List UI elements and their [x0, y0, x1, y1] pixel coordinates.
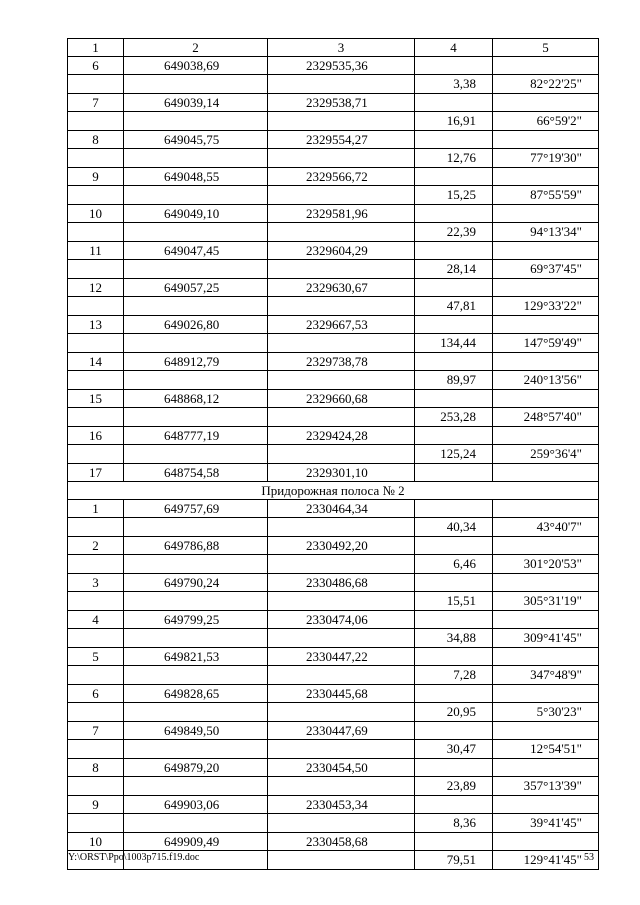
distance-cell: 8,36: [415, 814, 493, 833]
empty-cell: [415, 537, 493, 555]
point-number-cell: 10: [68, 205, 124, 223]
bearing-cell: 39°41'45": [493, 814, 599, 833]
x-coordinate-cell: 649828,65: [124, 685, 268, 703]
empty-cell: [493, 168, 599, 186]
point-row: [68, 722, 599, 740]
empty-cell: [415, 759, 493, 777]
empty-cell: [268, 851, 415, 870]
empty-cell: [268, 149, 415, 168]
empty-cell: [268, 629, 415, 648]
empty-cell: [493, 685, 599, 703]
empty-cell: [415, 464, 493, 482]
point-number-cell: 9: [68, 796, 124, 814]
point-number-cell: 9: [68, 168, 124, 186]
point-number-cell: 2: [68, 537, 124, 555]
y-coordinate-cell: 2330454,50: [268, 759, 415, 777]
empty-cell: [68, 518, 124, 537]
bearing-cell: 77°19'30": [493, 149, 599, 168]
empty-cell: [493, 427, 599, 445]
point-row: [68, 242, 599, 260]
distance-cell: 15,25: [415, 186, 493, 205]
empty-cell: [124, 666, 268, 685]
point-row: [68, 168, 599, 186]
point-row: [68, 833, 599, 851]
bearing-cell: 5°30'23": [493, 703, 599, 722]
empty-cell: [493, 242, 599, 260]
bearing-cell: 43°40'7": [493, 518, 599, 537]
empty-cell: [493, 574, 599, 592]
point-number-cell: 3: [68, 574, 124, 592]
empty-cell: [124, 297, 268, 316]
empty-cell: [415, 316, 493, 334]
section-title: Придорожная полоса № 2: [68, 482, 599, 500]
point-number-cell: 16: [68, 427, 124, 445]
bearing-cell: 259°36'4": [493, 445, 599, 464]
y-coordinate-cell: 2329604,29: [268, 242, 415, 260]
empty-cell: [68, 334, 124, 353]
empty-cell: [268, 371, 415, 390]
segment-row: [68, 703, 599, 722]
x-coordinate-cell: 649849,50: [124, 722, 268, 740]
point-number-cell: 4: [68, 611, 124, 629]
point-number-cell: 6: [68, 685, 124, 703]
distance-cell: 15,51: [415, 592, 493, 611]
point-row: [68, 353, 599, 371]
empty-cell: [124, 814, 268, 833]
point-row: [68, 316, 599, 334]
distance-cell: 125,24: [415, 445, 493, 464]
distance-cell: 89,97: [415, 371, 493, 390]
empty-cell: [68, 666, 124, 685]
empty-cell: [493, 353, 599, 371]
y-coordinate-cell: 2330486,68: [268, 574, 415, 592]
bearing-cell: 66°59'2": [493, 112, 599, 131]
point-row: [68, 205, 599, 223]
point-number-cell: 17: [68, 464, 124, 482]
empty-cell: [124, 260, 268, 279]
x-coordinate-cell: 649790,24: [124, 574, 268, 592]
x-coordinate-cell: 649048,55: [124, 168, 268, 186]
empty-cell: [68, 223, 124, 242]
point-row: [68, 57, 599, 75]
point-number-cell: 1: [68, 500, 124, 518]
point-row: [68, 390, 599, 408]
empty-cell: [124, 518, 268, 537]
empty-cell: [124, 223, 268, 242]
bearing-cell: 82°22'25": [493, 75, 599, 94]
point-row: [68, 537, 599, 555]
header-cell-4: 4: [415, 39, 493, 57]
distance-cell: 134,44: [415, 334, 493, 353]
empty-cell: [415, 427, 493, 445]
distance-cell: 28,14: [415, 260, 493, 279]
bearing-cell: 347°48'9": [493, 666, 599, 685]
empty-cell: [415, 611, 493, 629]
empty-cell: [68, 592, 124, 611]
empty-cell: [124, 592, 268, 611]
distance-cell: 3,38: [415, 75, 493, 94]
bearing-cell: 357°13'39": [493, 777, 599, 796]
empty-cell: [124, 75, 268, 94]
empty-cell: [493, 464, 599, 482]
empty-cell: [68, 703, 124, 722]
segment-row: [68, 334, 599, 353]
empty-cell: [124, 112, 268, 131]
empty-cell: [268, 223, 415, 242]
empty-cell: [68, 260, 124, 279]
segment-row: [68, 297, 599, 316]
empty-cell: [68, 814, 124, 833]
y-coordinate-cell: 2329738,78: [268, 353, 415, 371]
empty-cell: [68, 445, 124, 464]
point-row: [68, 759, 599, 777]
point-number-cell: 8: [68, 131, 124, 149]
segment-row: [68, 223, 599, 242]
y-coordinate-cell: 2329566,72: [268, 168, 415, 186]
x-coordinate-cell: 649879,20: [124, 759, 268, 777]
point-number-cell: 12: [68, 279, 124, 297]
segment-row: [68, 666, 599, 685]
y-coordinate-cell: 2330445,68: [268, 685, 415, 703]
point-row: [68, 611, 599, 629]
empty-cell: [68, 371, 124, 390]
empty-cell: [415, 205, 493, 223]
empty-cell: [268, 297, 415, 316]
empty-cell: [68, 149, 124, 168]
empty-cell: [124, 740, 268, 759]
empty-cell: [493, 722, 599, 740]
empty-cell: [415, 57, 493, 75]
distance-cell: 7,28: [415, 666, 493, 685]
point-row: [68, 685, 599, 703]
y-coordinate-cell: 2329535,36: [268, 57, 415, 75]
empty-cell: [68, 75, 124, 94]
empty-cell: [124, 555, 268, 574]
empty-cell: [268, 666, 415, 685]
point-number-cell: 6: [68, 57, 124, 75]
bearing-cell: 301°20'53": [493, 555, 599, 574]
y-coordinate-cell: 2329424,28: [268, 427, 415, 445]
header-cell-2: 2: [124, 39, 268, 57]
empty-cell: [124, 408, 268, 427]
empty-cell: [415, 390, 493, 408]
empty-cell: [268, 334, 415, 353]
empty-cell: [124, 703, 268, 722]
distance-cell: 40,34: [415, 518, 493, 537]
y-coordinate-cell: 2330492,20: [268, 537, 415, 555]
empty-cell: [415, 168, 493, 186]
empty-cell: [268, 555, 415, 574]
distance-cell: 20,95: [415, 703, 493, 722]
empty-cell: [493, 94, 599, 112]
empty-cell: [268, 518, 415, 537]
header-row: [68, 39, 599, 57]
bearing-cell: 240°13'56": [493, 371, 599, 390]
x-coordinate-cell: 649057,25: [124, 279, 268, 297]
segment-row: [68, 518, 599, 537]
table-body: [68, 39, 599, 870]
bearing-cell: 129°33'22": [493, 297, 599, 316]
empty-cell: [415, 722, 493, 740]
distance-cell: 6,46: [415, 555, 493, 574]
bearing-cell: 12°54'51": [493, 740, 599, 759]
empty-cell: [415, 796, 493, 814]
empty-cell: [68, 297, 124, 316]
segment-row: [68, 629, 599, 648]
point-number-cell: 15: [68, 390, 124, 408]
empty-cell: [493, 131, 599, 149]
empty-cell: [68, 408, 124, 427]
segment-row: [68, 260, 599, 279]
x-coordinate-cell: 649757,69: [124, 500, 268, 518]
distance-cell: 23,89: [415, 777, 493, 796]
x-coordinate-cell: 649903,06: [124, 796, 268, 814]
y-coordinate-cell: 2330447,69: [268, 722, 415, 740]
empty-cell: [268, 777, 415, 796]
point-row: [68, 279, 599, 297]
empty-cell: [68, 112, 124, 131]
empty-cell: [268, 445, 415, 464]
y-coordinate-cell: 2329538,71: [268, 94, 415, 112]
point-number-cell: 14: [68, 353, 124, 371]
segment-row: [68, 371, 599, 390]
y-coordinate-cell: 2329630,67: [268, 279, 415, 297]
empty-cell: [124, 186, 268, 205]
empty-cell: [493, 57, 599, 75]
empty-cell: [124, 777, 268, 796]
empty-cell: [415, 279, 493, 297]
empty-cell: [124, 334, 268, 353]
distance-cell: 12,76: [415, 149, 493, 168]
empty-cell: [415, 94, 493, 112]
empty-cell: [493, 611, 599, 629]
bearing-cell: 129°41'45": [493, 851, 599, 870]
bearing-cell: 248°57'40": [493, 408, 599, 427]
empty-cell: [268, 75, 415, 94]
distance-cell: 47,81: [415, 297, 493, 316]
x-coordinate-cell: 649026,80: [124, 316, 268, 334]
point-number-cell: 7: [68, 94, 124, 112]
y-coordinate-cell: 2330464,34: [268, 500, 415, 518]
empty-cell: [415, 242, 493, 260]
segment-row: [68, 186, 599, 205]
bearing-cell: 147°59'49": [493, 334, 599, 353]
y-coordinate-cell: 2330458,68: [268, 833, 415, 851]
segment-row: [68, 75, 599, 94]
distance-cell: 34,88: [415, 629, 493, 648]
header-cell-1: 1: [68, 39, 124, 57]
segment-row: [68, 740, 599, 759]
x-coordinate-cell: 649799,25: [124, 611, 268, 629]
bearing-cell: 87°55'59": [493, 186, 599, 205]
empty-cell: [68, 186, 124, 205]
y-coordinate-cell: 2329667,53: [268, 316, 415, 334]
x-coordinate-cell: 649049,10: [124, 205, 268, 223]
distance-cell: 22,39: [415, 223, 493, 242]
empty-cell: [493, 537, 599, 555]
segment-row: [68, 112, 599, 131]
point-number-cell: 13: [68, 316, 124, 334]
empty-cell: [493, 759, 599, 777]
point-row: [68, 648, 599, 666]
empty-cell: [493, 390, 599, 408]
empty-cell: [124, 445, 268, 464]
empty-cell: [268, 260, 415, 279]
y-coordinate-cell: 2329554,27: [268, 131, 415, 149]
empty-cell: [493, 279, 599, 297]
empty-cell: [493, 833, 599, 851]
empty-cell: [268, 740, 415, 759]
empty-cell: [268, 814, 415, 833]
y-coordinate-cell: 2329301,10: [268, 464, 415, 482]
bearing-cell: 309°41'45": [493, 629, 599, 648]
x-coordinate-cell: 649045,75: [124, 131, 268, 149]
point-row: [68, 94, 599, 112]
segment-row: [68, 149, 599, 168]
empty-cell: [493, 205, 599, 223]
x-coordinate-cell: 648912,79: [124, 353, 268, 371]
segment-row: [68, 777, 599, 796]
y-coordinate-cell: 2330474,06: [268, 611, 415, 629]
bearing-cell: 69°37'45": [493, 260, 599, 279]
empty-cell: [124, 149, 268, 168]
distance-cell: 30,47: [415, 740, 493, 759]
document-path: Y:\ORST\Ppo\1003p715.f19.doc: [68, 852, 200, 863]
empty-cell: [415, 574, 493, 592]
y-coordinate-cell: 2329581,96: [268, 205, 415, 223]
header-cell-5: 5: [493, 39, 599, 57]
empty-cell: [415, 353, 493, 371]
empty-cell: [268, 592, 415, 611]
x-coordinate-cell: 648754,58: [124, 464, 268, 482]
point-row: [68, 796, 599, 814]
distance-cell: 253,28: [415, 408, 493, 427]
point-row: [68, 131, 599, 149]
y-coordinate-cell: 2330453,34: [268, 796, 415, 814]
page-number: 53: [584, 852, 594, 863]
empty-cell: [68, 629, 124, 648]
point-row: [68, 574, 599, 592]
bearing-cell: 305°31'19": [493, 592, 599, 611]
segment-row: [68, 814, 599, 833]
distance-cell: 16,91: [415, 112, 493, 131]
empty-cell: [268, 186, 415, 205]
segment-row: [68, 408, 599, 427]
point-number-cell: 10: [68, 833, 124, 851]
empty-cell: [268, 112, 415, 131]
point-number-cell: 5: [68, 648, 124, 666]
empty-cell: [68, 777, 124, 796]
section-row: [68, 482, 599, 500]
x-coordinate-cell: 649039,14: [124, 94, 268, 112]
y-coordinate-cell: 2330447,22: [268, 648, 415, 666]
empty-cell: [268, 703, 415, 722]
point-row: [68, 464, 599, 482]
x-coordinate-cell: 648868,12: [124, 390, 268, 408]
x-coordinate-cell: 649821,53: [124, 648, 268, 666]
empty-cell: [493, 500, 599, 518]
x-coordinate-cell: 649909,49: [124, 833, 268, 851]
empty-cell: [415, 833, 493, 851]
bearing-cell: 94°13'34": [493, 223, 599, 242]
segment-row: [68, 592, 599, 611]
x-coordinate-cell: 649047,45: [124, 242, 268, 260]
coordinates-table: [67, 38, 599, 870]
header-cell-3: 3: [268, 39, 415, 57]
segment-row: [68, 445, 599, 464]
empty-cell: [493, 648, 599, 666]
distance-cell: 79,51: [415, 851, 493, 870]
x-coordinate-cell: 649038,69: [124, 57, 268, 75]
empty-cell: [124, 629, 268, 648]
empty-cell: [68, 740, 124, 759]
empty-cell: [493, 316, 599, 334]
point-number-cell: 8: [68, 759, 124, 777]
x-coordinate-cell: 648777,19: [124, 427, 268, 445]
empty-cell: [68, 555, 124, 574]
point-number-cell: 11: [68, 242, 124, 260]
segment-row: [68, 555, 599, 574]
empty-cell: [415, 131, 493, 149]
empty-cell: [415, 648, 493, 666]
point-number-cell: 7: [68, 722, 124, 740]
point-row: [68, 427, 599, 445]
empty-cell: [268, 408, 415, 427]
y-coordinate-cell: 2329660,68: [268, 390, 415, 408]
point-row: [68, 500, 599, 518]
empty-cell: [493, 796, 599, 814]
x-coordinate-cell: 649786,88: [124, 537, 268, 555]
empty-cell: [124, 371, 268, 390]
empty-cell: [415, 500, 493, 518]
empty-cell: [415, 685, 493, 703]
